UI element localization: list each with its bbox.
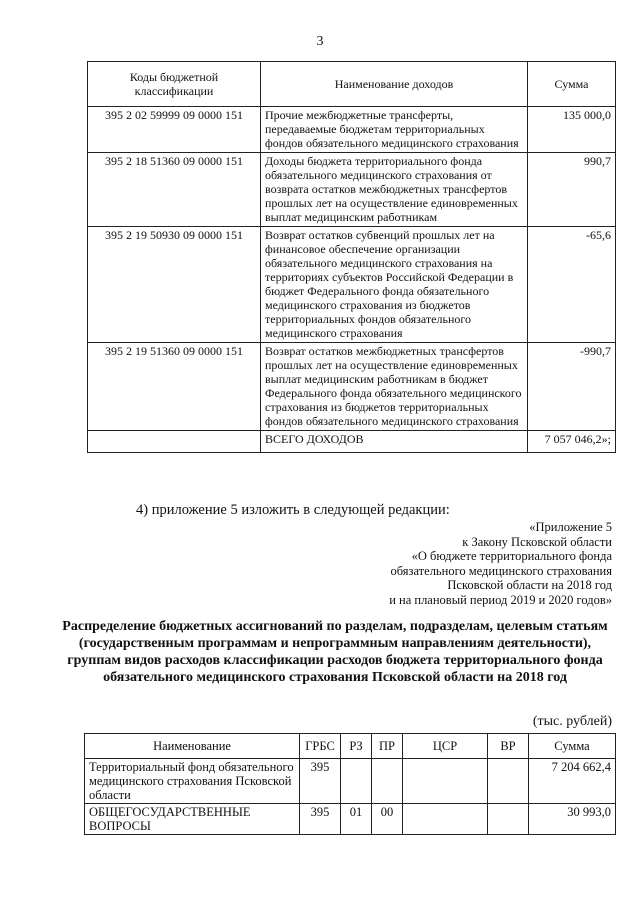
table-row xyxy=(88,343,616,431)
header-sum: Сумма xyxy=(529,734,616,759)
row-vr xyxy=(488,804,529,835)
header-rz: РЗ xyxy=(341,734,372,759)
annex-header xyxy=(389,520,612,608)
row-grbs: 395 xyxy=(300,759,341,804)
table-row xyxy=(88,153,616,227)
table-row xyxy=(88,107,616,153)
header-sum: Сумма xyxy=(528,62,616,107)
total-label: ВСЕГО ДОХОДОВ xyxy=(261,431,528,453)
total-row xyxy=(88,431,616,453)
total-code-empty xyxy=(88,431,261,453)
row-pr: 00 xyxy=(372,804,403,835)
row-sum: 990,7 xyxy=(528,153,616,227)
row-name: Возврат остатков межбюджетных трансфертов прошлых лет на осуществление единовременных выплат медицинским работникам в бюджет Федерального фонда обязательного медицинского страхования из бюджетов территориальных фондов обязательного медицинского страхования xyxy=(261,343,528,431)
allocation-table-header xyxy=(85,734,616,759)
annex-line: к Закону Псковской области xyxy=(462,534,612,549)
row-vr xyxy=(488,759,529,804)
table-row xyxy=(88,227,616,343)
row-sum: 135 000,0 xyxy=(528,107,616,153)
page-number: 3 xyxy=(316,34,324,49)
header-csr: ЦСР xyxy=(403,734,488,759)
header-pr: ПР xyxy=(372,734,403,759)
row-sum: -990,7 xyxy=(528,343,616,431)
units-label: (тыс. рублей) xyxy=(532,714,612,729)
row-name: Доходы бюджета территориального фонда обязательного медицинского страхования от возврата остатков межбюджетных трансфертов прошлых лет на осуществление единовременных выплат медицинским работникам xyxy=(261,153,528,227)
income-table-header xyxy=(88,62,616,107)
row-grbs: 395 xyxy=(300,804,341,835)
row-name: Прочие межбюджетные трансферты, передаваемые бюджетам территориальных фондов обязательного медицинского страхования xyxy=(261,107,528,153)
row-csr xyxy=(403,759,488,804)
header-name: Наименование xyxy=(85,734,300,759)
table-row xyxy=(85,804,616,835)
row-code: 395 2 02 59999 09 0000 151 xyxy=(88,107,261,153)
row-code: 395 2 19 51360 09 0000 151 xyxy=(88,343,261,431)
header-grbs: ГРБС xyxy=(300,734,341,759)
row-sum: 7 204 662,4 xyxy=(529,759,616,804)
row-name: Возврат остатков субвенций прошлых лет на финансовое обеспечение организации обязательного медицинского страхования на территориях субъектов Российской Федерации в бюджет Федерального фонда обязательного медицинского страхования из бюджетов территориальных фондов обязательного медицинского страхования xyxy=(261,227,528,343)
row-code: 395 2 19 50930 09 0000 151 xyxy=(88,227,261,343)
annex-line: Псковской области на 2018 год xyxy=(447,578,612,593)
annex-line: и на плановый период 2019 и 2020 годов» xyxy=(389,592,612,607)
income-table xyxy=(87,61,616,453)
header-vr: ВР xyxy=(488,734,529,759)
total-sum: 7 057 046,2»; xyxy=(528,431,616,453)
section-title: Распределение бюджетных ассигнований по разделам, подразделам, целевым статьям (государственным программам и непрограммным направлениям деятельности), группам видов расходов классификации расходов бюджета территориального фонда обязательного медицинского страхования Псковской области на 2018 год xyxy=(62,619,608,685)
row-sum: 30 993,0 xyxy=(529,804,616,835)
annex-line: обязательного медицинского страхования xyxy=(390,563,612,578)
row-name: Территориальный фонд обязательного медицинского страхования Псковской области xyxy=(85,759,300,804)
row-rz: 01 xyxy=(341,804,372,835)
allocation-table xyxy=(84,733,616,835)
annex-line: «Приложение 5 xyxy=(529,520,612,534)
row-name: ОБЩЕГОСУДАРСТВЕННЫЕ ВОПРОСЫ xyxy=(85,804,300,835)
header-name: Наименование доходов xyxy=(261,62,528,107)
row-pr xyxy=(372,759,403,804)
amendment-paragraph: 4) приложение 5 изложить в следующей редакции: xyxy=(136,502,450,518)
row-csr xyxy=(403,804,488,835)
annex-line: «О бюджете территориального фонда xyxy=(411,549,612,564)
row-code: 395 2 18 51360 09 0000 151 xyxy=(88,153,261,227)
table-row xyxy=(85,759,616,804)
row-rz xyxy=(341,759,372,804)
header-code: Коды бюджетной классификации xyxy=(88,62,261,107)
row-sum: -65,6 xyxy=(528,227,616,343)
